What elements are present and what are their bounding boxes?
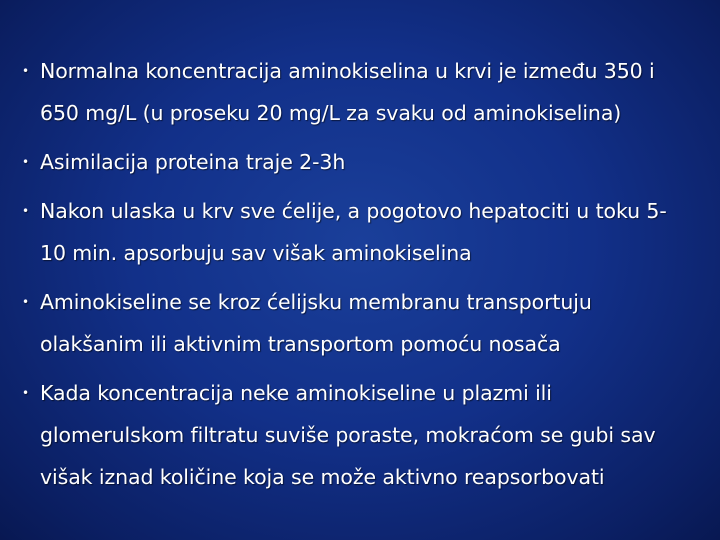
bullet-list: [0, 50, 720, 505]
bullet-text: Asimilacija proteina traje 2-3h: [40, 150, 346, 174]
bullet-item-3: [0, 190, 720, 274]
bullet-text: Nakon ulaska u krv sve ćelije, a pogotovo hepatociti u toku 5-10 min. apsorbuju sav višak aminokiselina: [40, 199, 667, 265]
bullet-item-4: [0, 281, 720, 365]
bullet-text: Kada koncentracija neke aminokiseline u plazmi ili glomerulskom filtratu suviše poraste, mokraćom se gubi sav višak iznad količine koja se može aktivno reapsorbovati: [40, 381, 656, 489]
bullet-dot-icon: •: [22, 295, 29, 309]
bullet-dot-icon: •: [22, 64, 29, 78]
bullet-text: Normalna koncentracija aminokiselina u krvi je između 350 i 650 mg/L (u proseku 20 mg/L za svaku od aminokiselina): [40, 59, 655, 125]
bullet-item-2: [0, 141, 720, 183]
bullet-text: Aminokiseline se kroz ćelijsku membranu transportuju olakšanim ili aktivnim transportom pomoću nosača: [40, 290, 592, 356]
bullet-dot-icon: •: [22, 155, 29, 169]
bullet-dot-icon: •: [22, 386, 29, 400]
bullet-item-5: [0, 372, 720, 498]
bullet-dot-icon: •: [22, 204, 29, 218]
bullet-item-1: [0, 50, 720, 134]
